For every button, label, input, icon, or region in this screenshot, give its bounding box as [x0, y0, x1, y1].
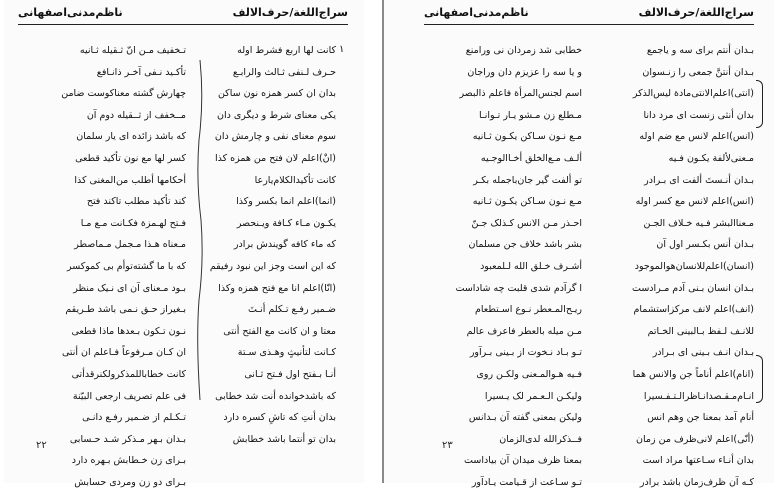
text-line: بشر باشد خلاف جن مسلمان	[468, 239, 582, 251]
left-page	[4, 0, 365, 488]
text-line: چهارش گشته معناکوست ضامن	[61, 88, 186, 100]
text-line: کانت خطابا‌للمذکرولکنرقدأتی	[71, 368, 186, 380]
right-page-left-column	[432, 40, 582, 493]
left-page-author-name: ناظم‌مدنی‌اصفهانی	[18, 6, 123, 19]
text-line: اسم لجنس‌المرأة فاعلم ذالبصر	[459, 88, 582, 100]
text-line: بـدان انـف بـینی ای بـرادر	[652, 347, 754, 359]
right-page-number: ۲۳	[442, 440, 453, 451]
text-line: بـدان أنـستَ ألفت ای بـرادر	[644, 174, 754, 186]
text-line: یکی معنای شرط و دیگری دان	[217, 109, 336, 121]
text-line: (انس)اعلم لانس مع ضم اوله	[639, 131, 754, 143]
text-line: بـدان انسان بـنی آدم مـرادست	[632, 282, 754, 294]
right-page	[382, 0, 774, 488]
verse-number-marker: ۱	[339, 44, 345, 55]
text-line: (أنّی)اعلم لانی‌ظرف من زمان	[636, 433, 754, 445]
text-line: که باشدخوانده أنت شد خطابی	[215, 390, 336, 402]
text-line: مـع نـون سـاکن یکـون ثـانیه	[472, 131, 582, 143]
right-page-author-name: ناظم‌مدنی‌اصفهانی	[424, 6, 529, 19]
text-line: تو ألفت گیر جان‌باجمله بکـر	[473, 174, 582, 186]
text-line: که با ما گشته‌توأم بی کموکسر	[67, 260, 186, 272]
text-line: أحکامها أطلب من‌المغنی کذا	[74, 174, 186, 186]
text-line: خطابی شد زمردان نی ورامنع	[465, 45, 582, 56]
text-line: مـعناالبشر فـیه خـلاف الجـن	[643, 217, 754, 229]
text-line: بدان أنتِ که تاشِ کسره دارد	[223, 412, 336, 424]
text-line: که این است وجز این نبود رفیقم	[209, 260, 336, 272]
text-line: (انتی)اعلم‌الانتی‌مادة لیس‌الذکر	[632, 88, 754, 100]
text-line: أشـرف خـلق الله لـلمعبود	[480, 260, 582, 272]
text-line: بدان أنـاء سـاعتها مراد است	[642, 455, 754, 467]
text-line: فـیه هـوالمـعنی ولکـن روی	[476, 368, 582, 380]
text-line: بـغیراز حـق نـمی باشد طـریقم	[65, 304, 186, 316]
text-line: مـع نـون سـاکن یکـون ثـانیه	[472, 196, 582, 208]
text-line: فـتح لهـمزة فکـانت مـع مـا	[80, 217, 186, 229]
text-line: ان کـان مـرفوعاً فـاعلم ان أنتی	[61, 347, 186, 359]
text-line: کند تأکید مطلب تاکند فتح	[86, 196, 186, 208]
text-line: بدان تو أنتما باشد خطابش	[232, 433, 336, 445]
left-page-header	[18, 6, 348, 24]
text-line: تـو بـاد نـخوت از بـینی بـرآور	[469, 347, 582, 359]
text-line: مـعناه هـذا مـجمل مـماصطر	[74, 239, 186, 251]
text-line: مـن میله بالعطر فاعرف عالم	[466, 325, 582, 337]
text-line: کـه آن ظرف‌زمان باشد برادر	[639, 476, 754, 488]
text-line: (انسان)اعلم‌للانسان‌هوالموجود	[634, 260, 754, 272]
text-line: ولیکـن الـعـمر لک یـسیرا	[484, 390, 582, 402]
text-line: حـرف لـنفی ثـالث والرابـع	[232, 66, 336, 78]
text-line: کسر لها مع نون تأکید قطعی	[75, 152, 186, 164]
text-line: بـود مـعنای آن ای نـیک منظر	[73, 282, 186, 294]
text-line: تأکـید نـفی آخـر ذانـافع	[96, 66, 186, 78]
right-page-right-column	[608, 40, 754, 493]
text-line: أنـا بـفتح اول فـتح ثـانی	[244, 368, 336, 380]
text-line: (انس)اعلم لانس مع کسر اوله	[635, 196, 754, 208]
text-line: بـدان أنس بکـسر اول آن	[656, 239, 754, 251]
left-page-number: ۲۲	[36, 440, 47, 451]
text-line: مـعنی‌لألفة یکـون فـیه	[668, 152, 754, 164]
text-line: بدان ان کسر همزه نون ساکن	[217, 88, 336, 100]
left-page-right-column	[202, 40, 336, 450]
text-line: یکـون مـاء کـافة ویـنحصر	[236, 217, 336, 229]
margin-bracket-bottom	[756, 355, 763, 403]
text-line: بـرای دو زن ومردی حسابش	[74, 476, 186, 488]
text-line: بمعنا ظرف میدان آن بیاداست	[464, 455, 582, 467]
text-line: ا گرآدم شدی قلبت چه شاداست	[455, 282, 582, 294]
right-page-running-title: سراج‌اللغة/حرف‌الالف	[638, 6, 754, 19]
text-line: مــخفف از ثــقیله دوم آن	[86, 109, 186, 121]
text-line: ضـمیر رفـع تـکلم أنـتَ	[247, 304, 336, 316]
text-line: تـو سـاعت از قـیامت یـادآور	[471, 476, 582, 488]
text-line: (انام)اعلم أناماً جن والانس هما	[632, 368, 754, 380]
text-line: ولیکن بمعنی گفته آن بـدانس	[468, 412, 582, 424]
left-page-left-column	[26, 40, 186, 493]
text-line: بـرای زن خـطابش بـهره دارد	[71, 455, 186, 467]
text-line: أنام آمد بمعنا جن وهم انس	[647, 412, 754, 424]
margin-bracket-top	[756, 80, 763, 128]
text-line: سوم معنای نفی و چارمش دان	[214, 131, 336, 143]
margin-annotation-line	[194, 60, 206, 400]
text-line: احـذر مـن الانس کـذلک جـنّ	[471, 217, 582, 229]
text-line: تـخفیف مـن انّ ثـقیله ثـانیه	[79, 45, 186, 56]
book-gutter	[364, 0, 382, 483]
text-line: کانت تأکیدالکلام‌یارعا	[254, 174, 336, 186]
text-line: (انف)اعلم لانف مرکزاستشمام	[633, 304, 754, 316]
text-line: (انّا)اعلم انا مع فتح همزه وکذا	[218, 282, 336, 294]
text-line: که باشد زائده ای یار سلمان	[76, 131, 186, 143]
text-line: (انْ)اعلم لان فتح من همزه کذا	[214, 152, 336, 164]
text-line: کانت لها اربع فشرط اوله	[237, 45, 336, 56]
text-line: فی علم تصریف ارجعی البیّنة	[72, 390, 186, 402]
right-page-header	[424, 6, 754, 24]
text-line: و یا سه را عزیزم دان وراجان	[467, 66, 582, 78]
text-line: ألـف مـع‌الخلق أخـاالوجـیه	[480, 152, 582, 164]
text-line: که ماء کافه گویندش برادر	[233, 239, 336, 251]
text-line: بدان أنثی زنست ای مرد دانا	[643, 109, 754, 121]
text-line: للانـف لـفظ بـالبینی الخـاتم	[647, 325, 754, 337]
text-line: معتا و ان کانت مع الفتح أنتی	[223, 325, 336, 337]
left-page-running-title: سراج‌اللغة/حرف‌الالف	[232, 6, 348, 19]
text-line: مـطلع زن مـشو یـار تـوانـا	[479, 109, 582, 121]
text-line: فــذکرالله لدی‌الزمان	[499, 433, 582, 445]
text-line: نـون تـکون بـعدها ماذا قطعی	[71, 325, 186, 337]
text-line: (انما)اعلم انما بکسر وکذا	[236, 196, 336, 208]
text-line: بـدان أنتنَّ جمعی را زنـسوان	[642, 66, 754, 78]
text-line: بـدان بـهر مـذکر شـد حـسابی	[69, 433, 186, 445]
text-line: ریـح‌المـعطر نـوع اسـتطعام	[474, 304, 582, 316]
right-page-header-rule	[424, 24, 754, 25]
text-line: بـدان أنتم برای سه و یاجمع	[646, 45, 754, 56]
text-line: تـکـلم از ضـمیر رفـع دانـی	[82, 412, 186, 424]
text-line: انـام‌مـقـصدانـاظرالـتـفـسیرا	[643, 390, 754, 402]
text-line: کـانت لتأنیثٍ وهـذی سـتة	[237, 347, 336, 359]
left-page-header-rule	[18, 24, 348, 25]
